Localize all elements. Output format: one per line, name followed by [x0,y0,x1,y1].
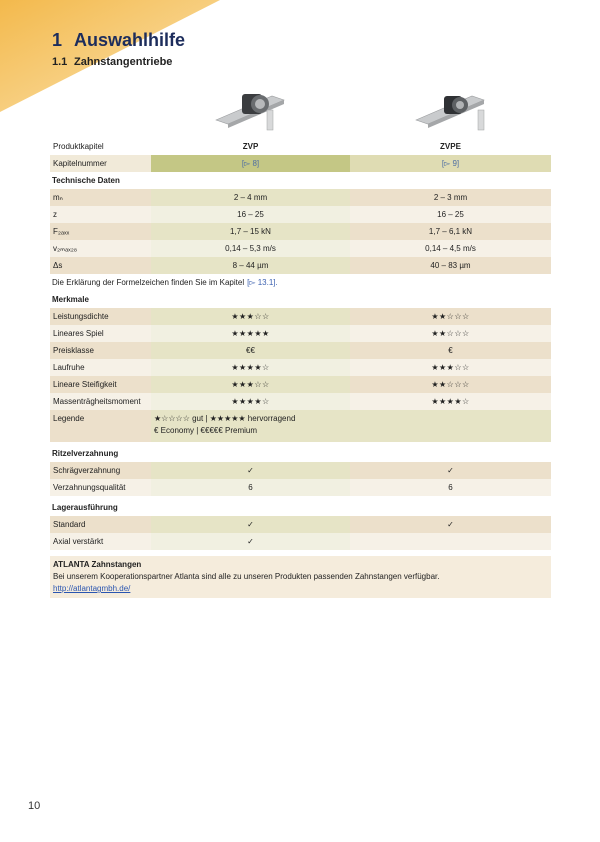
note-chapter-link[interactable]: [▻ 13.1]. [247,278,278,287]
zvpe-value: 1,7 – 6,1 kN [350,223,551,240]
table-row [50,257,551,274]
zvpe-value: 16 – 25 [350,206,551,223]
page-number: 10 [28,800,41,812]
zvp-rating: ★★★★★ [151,325,350,342]
row-label: Lineare Steifigkeit [50,376,151,393]
row-label: Δs [50,257,151,274]
row-label: v₂ₘₐₓ₂₈ [50,240,151,257]
atlanta-info-box [50,556,551,598]
zvp-price: €€ [151,342,350,359]
zvp-rating: ★★★☆☆ [151,308,350,325]
zvpe-value: 0,14 – 4,5 m/s [350,240,551,257]
row-label: F₂ₐₓₓ [50,223,151,240]
chapter-number: 1 [52,30,63,50]
zvpe-price: € [350,342,551,359]
row-label: Produktkapitel [53,142,104,151]
kapitel-link-zvp[interactable]: [▻ 8] [151,155,350,172]
zvpe-value [350,533,551,550]
selection-table [50,138,551,598]
table-row [50,325,551,342]
zvpe-value: 2 – 3 mm [350,189,551,206]
section-heading [52,56,172,68]
zvp-value: 6 [151,479,350,496]
table-row [50,516,551,533]
zvpe-value: 6 [350,479,551,496]
row-label: Kapitelnummer [50,155,151,172]
zvp-value: ✓ [151,462,350,479]
product-zvpe: ZVPE [440,142,461,151]
zvp-product-image [212,90,288,134]
zvp-value: ✓ [151,533,350,550]
zvp-rating: ★★★★☆ [151,359,350,376]
zvpe-rating: ★★☆☆☆ [350,325,551,342]
table-row [50,533,551,550]
note-text: Die Erklärung der Formelzeichen finden Sie im Kapitel [52,278,245,287]
kapitelnummer-row [50,155,551,172]
kapitel-link-zvpe[interactable]: [▻ 9] [350,155,551,172]
zvp-value: 1,7 – 15 kN [151,223,350,240]
row-label: Preisklasse [50,342,151,359]
zvpe-value: 40 – 83 µm [350,257,551,274]
produktkapitel-row [50,138,551,155]
zvp-value: 8 – 44 µm [151,257,350,274]
table-row [50,359,551,376]
table-row [50,308,551,325]
merkmale-section-title: Merkmale [52,295,89,304]
table-row [50,462,551,479]
row-label: Axial verstärkt [50,533,151,550]
row-label: Standard [50,516,151,533]
row-label: Verzahnungsqualität [50,479,151,496]
zvpe-value: ✓ [350,516,551,533]
table-row [50,393,551,410]
product-zvp: ZVP [242,142,259,151]
chapter-title: Auswahlhilfe [74,30,186,50]
zvp-value: 2 – 4 mm [151,189,350,206]
zvpe-rating: ★★★★☆ [350,393,551,410]
row-label: Schrägverzahnung [50,462,151,479]
table-row [50,342,551,359]
row-label: Laufruhe [50,359,151,376]
zvp-value: 0,14 – 5,3 m/s [151,240,350,257]
zvpe-rating: ★★★☆☆ [350,359,551,376]
zvpe-rating: ★★☆☆☆ [350,308,551,325]
table-row [50,479,551,496]
zvp-value: 16 – 25 [151,206,350,223]
section-title: Zahnstangentriebe [74,56,173,68]
legend-price: € Economy | €€€€€ Premium [154,426,258,435]
zvp-rating: ★★★★☆ [151,393,350,410]
row-label: mₙ [50,189,151,206]
row-label: Lineares Spiel [50,325,151,342]
zvp-value: ✓ [151,516,350,533]
table-row [50,206,551,223]
section-number: 1.1 [52,56,68,68]
formula-note [50,274,551,291]
table-row [50,376,551,393]
legend-label: Legende [50,410,151,442]
legend-stars: ★☆☆☆☆ gut | ★★★★★ hervorragend [154,414,296,423]
table-row [50,189,551,206]
atlanta-link[interactable]: http://atlantagmbh.de/ [53,584,131,593]
chapter-heading [52,30,185,51]
row-label: Massenträgheitsmoment [50,393,151,410]
row-label: Leistungsdichte [50,308,151,325]
row-label: z [50,206,151,223]
atlanta-text: Bei unserem Kooperationspartner Atlanta sind alle zu unseren Produkten passenden Zahnstangen verfügbar. [53,572,440,581]
lager-section-title: Lagerausführung [52,503,118,512]
zvpe-product-image [412,90,488,134]
table-row [50,223,551,240]
tech-section-title: Technische Daten [52,176,120,185]
legend-row [50,410,551,442]
ritzel-section-title: Ritzelverzahnung [52,449,119,458]
atlanta-title: ATLANTA Zahnstangen [53,560,142,569]
zvp-rating: ★★★☆☆ [151,376,350,393]
zvpe-rating: ★★☆☆☆ [350,376,551,393]
legend-content [151,410,551,442]
table-row [50,240,551,257]
zvpe-value: ✓ [350,462,551,479]
